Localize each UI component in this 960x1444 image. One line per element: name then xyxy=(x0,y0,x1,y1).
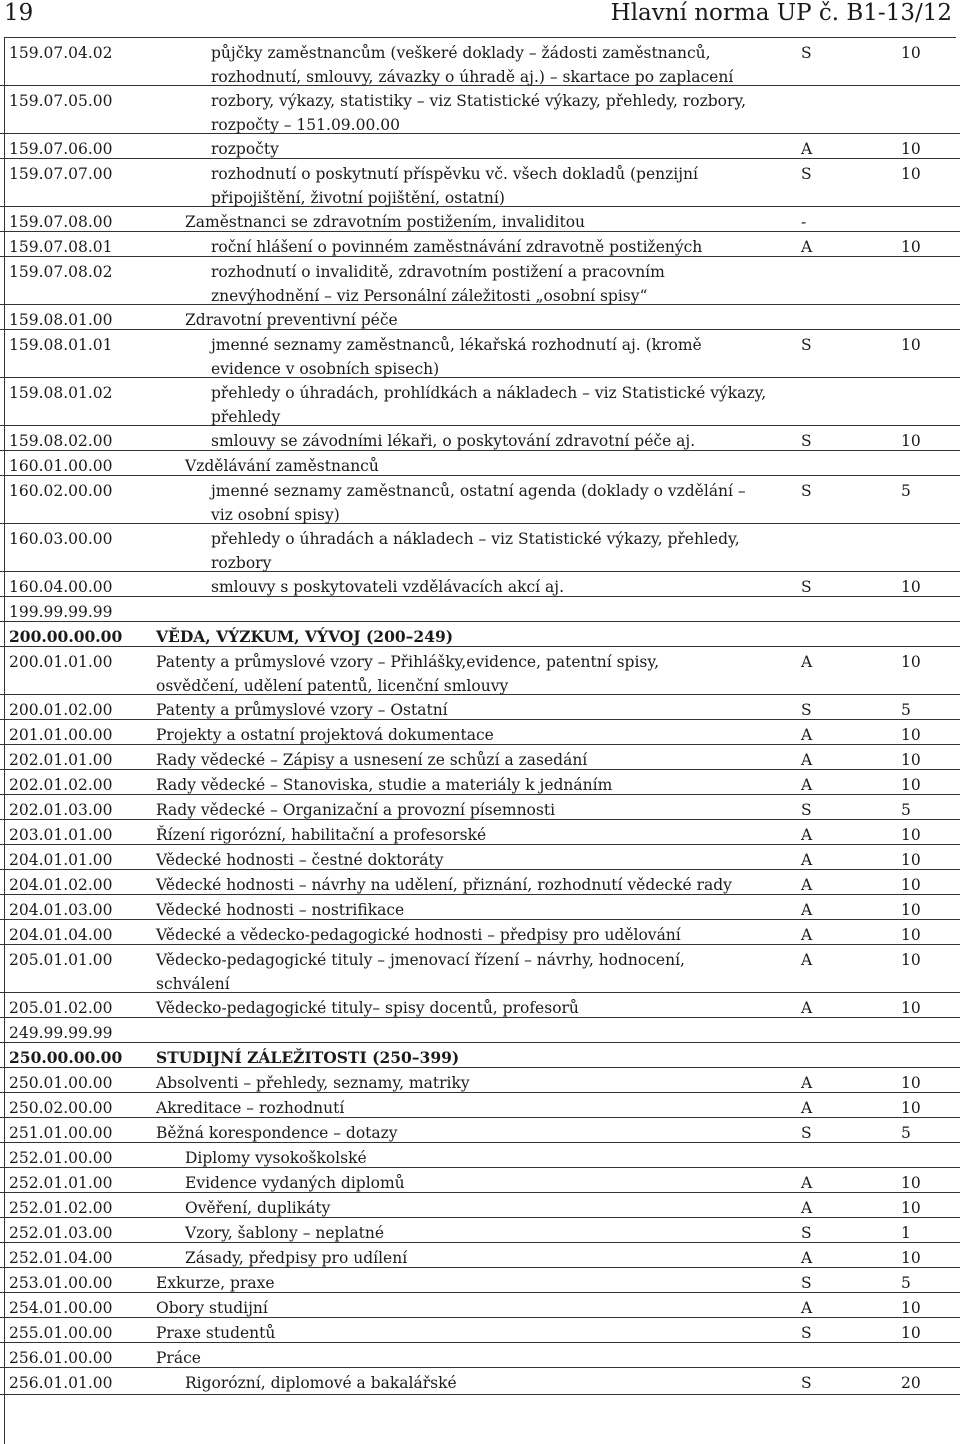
record-code: 159.07.08.02 xyxy=(9,263,113,281)
record-code: 159.08.02.00 xyxy=(9,432,113,450)
record-description: rozhodnutí o poskytnutí příspěvku vč. všech dokladů (penzijní připojištění, životní pojištění, ostatní) xyxy=(211,165,698,207)
record-description: Zdravotní preventivní péče xyxy=(185,311,398,329)
record-description: Projekty a ostatní projektová dokumentace xyxy=(156,726,494,744)
retention-years: 10 xyxy=(901,1324,921,1342)
shredding-mark: A xyxy=(801,751,813,769)
record-code: 202.01.03.00 xyxy=(9,801,113,819)
page-header xyxy=(0,0,960,38)
record-code: 251.01.00.00 xyxy=(9,1124,113,1142)
table-row xyxy=(0,820,960,845)
shredding-mark: A xyxy=(801,238,813,256)
record-code: 249.99.99.99 xyxy=(9,1024,113,1042)
record-code: 160.03.00.00 xyxy=(9,530,113,548)
record-code: 250.02.00.00 xyxy=(9,1099,113,1117)
retention-years: 10 xyxy=(901,826,921,844)
table-row xyxy=(0,647,960,695)
shredding-mark: S xyxy=(801,801,812,819)
record-code: 252.01.04.00 xyxy=(9,1249,113,1267)
record-code: 200.01.01.00 xyxy=(9,653,113,671)
record-description: Patenty a průmyslové vzory – Přihlášky,evidence, patentní spisy, osvědčení, udělení patentů, licenční smlouvy xyxy=(156,653,660,695)
record-description: jmenné seznamy zaměstnanců, ostatní agenda (doklady o vzdělání – viz osobní spisy) xyxy=(211,482,746,524)
table-row xyxy=(0,86,960,134)
table-row xyxy=(0,1068,960,1093)
retention-years: 10 xyxy=(901,851,921,869)
shredding-mark: A xyxy=(801,826,813,844)
table-row xyxy=(0,920,960,945)
record-code: 205.01.02.00 xyxy=(9,999,113,1017)
record-code: 256.01.00.00 xyxy=(9,1349,113,1367)
record-code: 253.01.00.00 xyxy=(9,1274,113,1292)
record-description: přehledy o úhradách, prohlídkách a nákladech – viz Statistické výkazy, přehledy xyxy=(211,384,767,426)
table-row xyxy=(0,622,960,647)
record-description: Vědecké a vědecko-pedagogické hodnosti – předpisy pro udělování xyxy=(156,926,681,944)
retention-years: 10 xyxy=(901,926,921,944)
record-code: 255.01.00.00 xyxy=(9,1324,113,1342)
record-description: půjčky zaměstnancům (veškeré doklady – žádosti zaměstnanců, rozhodnutí, smlouvy, závazky o úhradě aj.) – skartace po zaplacení xyxy=(211,44,734,86)
document-title: Hlavní norma UP č. B1-13/12 xyxy=(610,0,952,26)
shredding-mark: A xyxy=(801,1299,813,1317)
record-code: 159.08.01.00 xyxy=(9,311,113,329)
shredding-mark: A xyxy=(801,1099,813,1117)
shredding-mark: S xyxy=(801,1124,812,1142)
record-code: 204.01.03.00 xyxy=(9,901,113,919)
record-code: 254.01.00.00 xyxy=(9,1299,113,1317)
retention-years: 10 xyxy=(901,999,921,1017)
table-row xyxy=(0,1268,960,1293)
record-code: 159.07.07.00 xyxy=(9,165,113,183)
record-description: Vědecké hodnosti – čestné doktoráty xyxy=(156,851,444,869)
record-code: 199.99.99.99 xyxy=(9,603,113,621)
table-row xyxy=(0,1343,960,1368)
table-row xyxy=(0,597,960,622)
shredding-mark: S xyxy=(801,44,812,62)
shredding-mark: S xyxy=(801,1324,812,1342)
record-description: roční hlášení o povinném zaměstnávání zdravotně postižených xyxy=(211,238,703,256)
retention-years: 10 xyxy=(901,1249,921,1267)
record-description: smlouvy se závodními lékaři, o poskytování zdravotní péče aj. xyxy=(211,432,696,450)
retention-years: 5 xyxy=(901,482,911,500)
table-row xyxy=(0,1168,960,1193)
table-row xyxy=(0,38,960,86)
record-code: 159.07.04.02 xyxy=(9,44,113,62)
shredding-mark: S xyxy=(801,482,812,500)
record-code: 205.01.01.00 xyxy=(9,951,113,969)
table-row xyxy=(0,1118,960,1143)
table-row xyxy=(0,1318,960,1343)
record-code: 201.01.00.00 xyxy=(9,726,113,744)
retention-years: 10 xyxy=(901,1074,921,1092)
record-code: 250.00.00.00 xyxy=(9,1048,123,1067)
table-row xyxy=(0,1193,960,1218)
table-row xyxy=(0,945,960,993)
shredding-mark: S xyxy=(801,1274,812,1292)
retention-years: 5 xyxy=(901,701,911,719)
shredding-mark: S xyxy=(801,701,812,719)
record-description: Vědecko-pedagogické tituly– spisy docentů, profesorů xyxy=(156,999,579,1017)
record-code: 252.01.01.00 xyxy=(9,1174,113,1192)
retention-years: 10 xyxy=(901,336,921,354)
shredding-mark: A xyxy=(801,876,813,894)
record-description: jmenné seznamy zaměstnanců, lékařská rozhodnutí aj. (kromě evidence v osobních spisech) xyxy=(211,336,702,378)
record-code: 160.02.00.00 xyxy=(9,482,113,500)
shredding-mark: A xyxy=(801,901,813,919)
shredding-mark: A xyxy=(801,926,813,944)
record-description: Zásady, předpisy pro udílení xyxy=(185,1249,408,1267)
record-description: rozhodnutí o invaliditě, zdravotním postižení a pracovním znevýhodnění – viz Personální záležitosti „osobní spisy“ xyxy=(211,263,665,305)
shredding-mark: A xyxy=(801,999,813,1017)
table-row xyxy=(0,795,960,820)
retention-years: 10 xyxy=(901,901,921,919)
shredding-mark: A xyxy=(801,653,813,671)
record-description: Zaměstnanci se zdravotním postižením, invaliditou xyxy=(185,213,586,231)
retention-years: 10 xyxy=(901,165,921,183)
retention-years: 10 xyxy=(901,1099,921,1117)
record-code: 250.01.00.00 xyxy=(9,1074,113,1092)
table-row xyxy=(0,207,960,232)
record-description: Rady vědecké – Stanoviska, studie a materiály k jednáním xyxy=(156,776,613,794)
table-row xyxy=(0,426,960,451)
table-row xyxy=(0,1368,960,1395)
table-row xyxy=(0,1243,960,1268)
table-row xyxy=(0,745,960,770)
record-code: 203.01.01.00 xyxy=(9,826,113,844)
record-description: přehledy o úhradách a nákladech – viz Statistické výkazy, přehledy, rozbory xyxy=(211,530,740,572)
retention-years: 5 xyxy=(901,801,911,819)
table-row xyxy=(0,720,960,745)
table-row xyxy=(0,134,960,159)
shredding-mark: S xyxy=(801,1224,812,1242)
retention-years: 10 xyxy=(901,578,921,596)
record-code: 159.07.08.01 xyxy=(9,238,113,256)
record-description: Exkurze, praxe xyxy=(156,1274,275,1292)
record-code: 200.00.00.00 xyxy=(9,627,123,646)
record-code: 202.01.02.00 xyxy=(9,776,113,794)
record-code: 204.01.02.00 xyxy=(9,876,113,894)
records-retention-table xyxy=(0,38,960,1395)
record-code: 159.08.01.01 xyxy=(9,336,113,354)
retention-years: 10 xyxy=(901,1299,921,1317)
shredding-mark: S xyxy=(801,165,812,183)
table-row xyxy=(0,1093,960,1118)
record-code: 204.01.04.00 xyxy=(9,926,113,944)
record-description: Vědecké hodnosti – nostrifikace xyxy=(156,901,405,919)
table-row xyxy=(0,257,960,305)
shredding-mark: A xyxy=(801,140,813,158)
shredding-mark: S xyxy=(801,1374,812,1392)
record-code: 159.08.01.02 xyxy=(9,384,113,402)
table-row xyxy=(0,1293,960,1318)
table-row xyxy=(0,305,960,330)
retention-years: 10 xyxy=(901,1174,921,1192)
retention-years: 1 xyxy=(901,1224,911,1242)
record-code: 160.04.00.00 xyxy=(9,578,113,596)
record-code: 252.01.00.00 xyxy=(9,1149,113,1167)
shredding-mark: S xyxy=(801,432,812,450)
record-description: Vědecké hodnosti – návrhy na udělení, přiznání, rozhodnutí vědecké rady xyxy=(156,876,732,894)
retention-years: 10 xyxy=(901,653,921,671)
shredding-mark: A xyxy=(801,1199,813,1217)
table-row xyxy=(0,895,960,920)
record-description: Praxe studentů xyxy=(156,1324,276,1342)
record-description: Patenty a průmyslové vzory – Ostatní xyxy=(156,701,448,719)
record-code: 256.01.01.00 xyxy=(9,1374,113,1392)
retention-years: 10 xyxy=(901,751,921,769)
table-row xyxy=(0,1018,960,1043)
retention-years: 10 xyxy=(901,776,921,794)
record-code: 252.01.02.00 xyxy=(9,1199,113,1217)
shredding-mark: A xyxy=(801,1074,813,1092)
record-description: Běžná korespondence – dotazy xyxy=(156,1124,398,1142)
retention-years: 5 xyxy=(901,1274,911,1292)
shredding-mark: A xyxy=(801,776,813,794)
record-description: Ověření, duplikáty xyxy=(185,1199,331,1217)
shredding-mark: A xyxy=(801,951,813,969)
shredding-mark: A xyxy=(801,851,813,869)
table-row xyxy=(0,572,960,597)
record-description: Diplomy vysokoškolské xyxy=(185,1149,367,1167)
record-code: 202.01.01.00 xyxy=(9,751,113,769)
retention-years: 10 xyxy=(901,876,921,894)
record-code: 204.01.01.00 xyxy=(9,851,113,869)
record-code: 159.07.06.00 xyxy=(9,140,113,158)
record-description: Vzory, šablony – neplatné xyxy=(185,1224,385,1242)
table-row xyxy=(0,476,960,524)
record-description: Evidence vydaných diplomů xyxy=(185,1174,405,1192)
retention-years: 10 xyxy=(901,726,921,744)
retention-years: 5 xyxy=(901,1124,911,1142)
record-description: Vědecko-pedagogické tituly – jmenovací řízení – návrhy, hodnocení, schválení xyxy=(156,951,685,993)
record-code: 160.01.00.00 xyxy=(9,457,113,475)
page-number: 19 xyxy=(4,0,34,26)
shredding-mark: S xyxy=(801,578,812,596)
shredding-mark: A xyxy=(801,726,813,744)
shredding-mark: - xyxy=(801,213,807,231)
record-description: Vzdělávání zaměstnanců xyxy=(185,457,379,475)
record-description: rozbory, výkazy, statistiky – viz Statistické výkazy, přehledy, rozbory, rozpočty – 151.09.00.00 xyxy=(211,92,747,134)
record-description: Rigorózní, diplomové a bakalářské xyxy=(185,1374,457,1392)
record-description: VĚDA, VÝZKUM, VÝVOJ (200–249) xyxy=(156,627,454,646)
retention-years: 10 xyxy=(901,238,921,256)
table-row xyxy=(0,159,960,207)
table-row xyxy=(0,451,960,476)
table-row xyxy=(0,378,960,426)
record-code: 200.01.02.00 xyxy=(9,701,113,719)
retention-years: 10 xyxy=(901,951,921,969)
record-description: smlouvy s poskytovateli vzdělávacích akcí aj. xyxy=(211,578,565,596)
table-row xyxy=(0,870,960,895)
table-row xyxy=(0,330,960,378)
record-code: 252.01.03.00 xyxy=(9,1224,113,1242)
retention-years: 20 xyxy=(901,1374,921,1392)
record-description: Práce xyxy=(156,1349,201,1367)
retention-years: 10 xyxy=(901,432,921,450)
table-row xyxy=(0,993,960,1018)
table-row xyxy=(0,695,960,720)
record-code: 159.07.08.00 xyxy=(9,213,113,231)
table-row xyxy=(0,232,960,257)
retention-years: 10 xyxy=(901,140,921,158)
shredding-mark: A xyxy=(801,1174,813,1192)
table-row xyxy=(0,1218,960,1243)
shredding-mark: A xyxy=(801,1249,813,1267)
record-description: Absolventi – přehledy, seznamy, matriky xyxy=(156,1074,470,1092)
retention-years: 10 xyxy=(901,44,921,62)
record-description: STUDIJNÍ ZÁLEŽITOSTI (250–399) xyxy=(156,1048,460,1067)
retention-years: 10 xyxy=(901,1199,921,1217)
table-row xyxy=(0,845,960,870)
table-row xyxy=(0,524,960,572)
table-row xyxy=(0,1043,960,1068)
table-row xyxy=(0,1143,960,1168)
record-description: rozpočty xyxy=(211,140,279,158)
record-description: Akreditace – rozhodnutí xyxy=(156,1099,345,1117)
record-description: Rady vědecké – Zápisy a usnesení ze schůzí a zasedání xyxy=(156,751,588,769)
table-row xyxy=(0,770,960,795)
record-code: 159.07.05.00 xyxy=(9,92,113,110)
record-description: Řízení rigorózní, habilitační a profesorské xyxy=(156,826,487,844)
record-description: Obory studijní xyxy=(156,1299,268,1317)
shredding-mark: S xyxy=(801,336,812,354)
record-description: Rady vědecké – Organizační a provozní písemnosti xyxy=(156,801,556,819)
